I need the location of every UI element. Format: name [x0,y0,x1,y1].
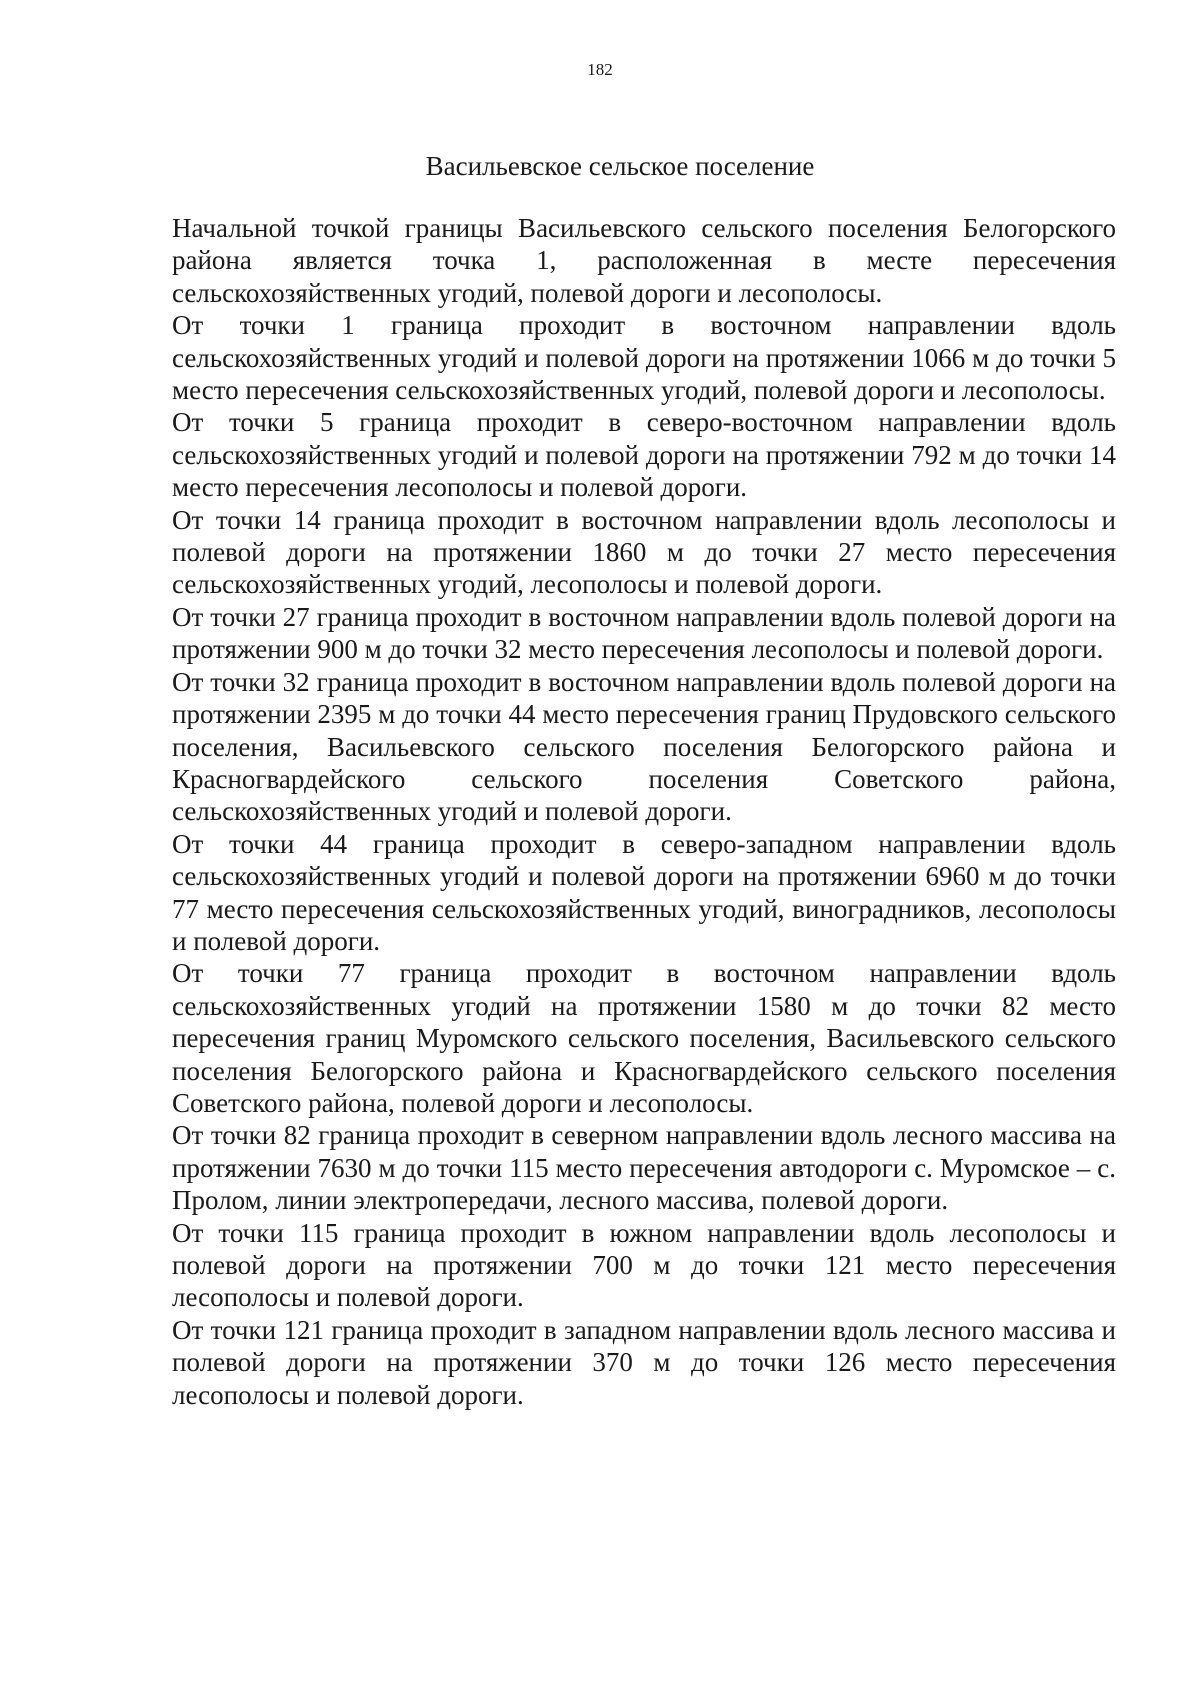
document-title: Васильевское сельское поселение [425,151,815,181]
boundary-paragraph-point-5: От точки 5 граница проходит в северо-восточном направлении вдоль сельскохозяйственных угодий и полевой дороги на протяжении 792 м до точки 14 место пересечения лесополосы и полевой дороги. [172,407,1116,503]
boundary-paragraph-point-1: От точки 1 граница проходит в восточном направлении вдоль сельскохозяйственных угодий и полевой дороги на протяжении 1066 м до точки 5 место пересечения сельскохозяйственных угодий, полевой дороги и лесополосы. [172,310,1116,406]
boundary-paragraph-point-32: От точки 32 граница проходит в восточном направлении вдоль полевой дороги на протяжении 2395 м до точки 44 место пересечения границ Прудовского сельского поселения, Васильевского сельского поселения Белогорского района и Красногвардейского сельского поселения Советского района, сельскохозяйственных угодий и полевой дороги. [172,666,1116,827]
boundary-paragraph-point-14: От точки 14 граница проходит в восточном направлении вдоль лесополосы и полевой дороги на протяжении 1860 м до точки 27 место пересечения сельскохозяйственных угодий, лесополосы и полевой дороги. [172,504,1116,600]
boundary-paragraph-point-82: От точки 82 граница проходит в северном направлении вдоль лесного массива на протяжении 7630 м до точки 115 место пересечения автодороги с. Муромское – с. Пролом, линии электропередачи, лесного массива, полевой дороги. [172,1120,1116,1216]
boundary-paragraph-point-44: От точки 44 граница проходит в северо-западном направлении вдоль сельскохозяйственных угодий и полевой дороги на протяжении 6960 м до точки 77 место пересечения сельскохозяйственных угодий, виноградников, лесополосы и полевой дороги. [172,828,1116,956]
boundary-paragraph-point-77: От точки 77 граница проходит в восточном направлении вдоль сельскохозяйственных угодий на протяжении 1580 м до точки 82 место пересечения границ Муромского сельского поселения, Васильевского сельского поселения Белогорского района и Красногвардейского сельского поселения Советского района, полевой дороги и лесополосы. [172,958,1116,1118]
boundary-paragraph-point-27: От точки 27 граница проходит в восточном направлении вдоль полевой дороги на протяжении 900 м до точки 32 место пересечения лесополосы и полевой дороги. [172,601,1116,665]
boundary-paragraph-start: Начальной точкой границы Васильевского сельского поселения Белогорского района является точка 1, расположенная в месте пересечения сельскохозяйственных угодий, полевой дороги и лесополосы. [172,213,1116,308]
document-body [172,212,1116,1411]
page-number: 182 [587,60,613,79]
boundary-paragraph-point-121: От точки 121 граница проходит в западном направлении вдоль лесного массива и полевой дороги на протяжении 370 м до точки 126 место пересечения лесополосы и полевой дороги. [172,1314,1116,1410]
boundary-paragraph-point-115: От точки 115 граница проходит в южном направлении вдоль лесополосы и полевой дороги на протяжении 700 м до точки 121 место пересечения лесополосы и полевой дороги. [172,1217,1116,1313]
